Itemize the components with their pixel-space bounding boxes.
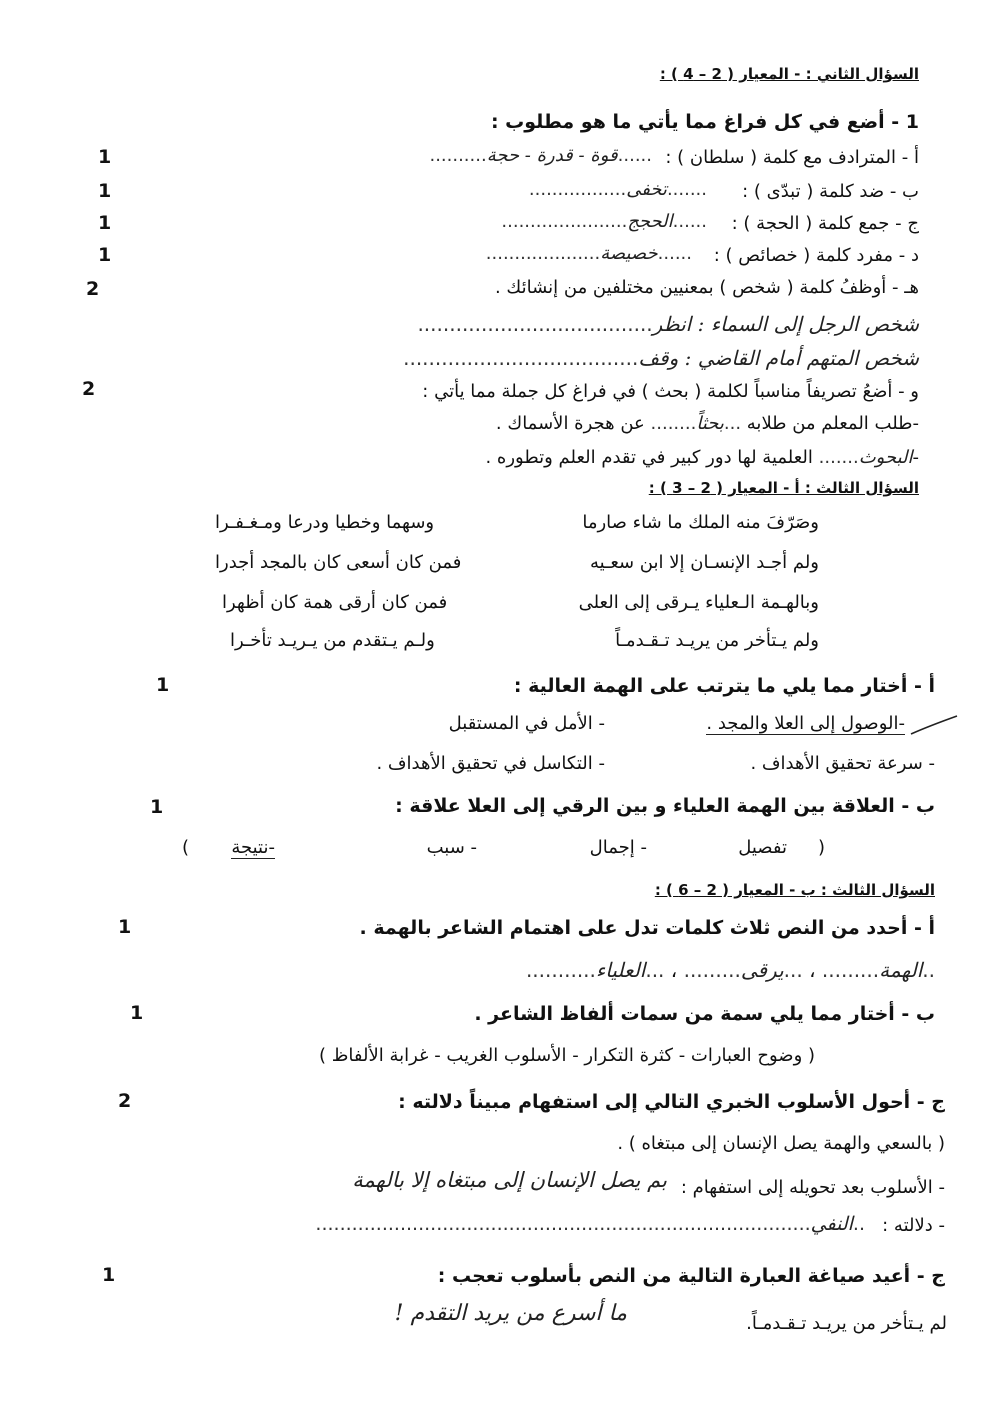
- poem-verse-4-left: ولـم يـتقدم من يـريـد تأخـرا: [230, 630, 435, 651]
- q3b-a-score: 1: [118, 916, 132, 938]
- q2-d-label: د - مفرد كلمة ( خصائص ) :: [713, 245, 919, 266]
- q2-header: السؤال الثاني : - المعيار ( 2 – 4 ) :: [659, 65, 919, 83]
- q3b-header: السؤال الثالث : ب - المعيار ( 2 – 6 ) :: [654, 881, 935, 899]
- q2-w-score: 2: [82, 378, 96, 400]
- q2-b-label: ب - ضد كلمة ( تبدّى ) :: [742, 181, 919, 202]
- q3b-c-score: 2: [118, 1090, 132, 1112]
- q2-instruction: 1 - أضع في كل فراغ مما يأتي ما هو مطلوب :: [490, 111, 919, 133]
- q3a-b-option-result[interactable]: -نتيجة: [231, 837, 275, 858]
- q3b-d-sentence: لم يـتأخر من يريـد تـقـدمـاً.: [746, 1313, 947, 1334]
- checkmark-icon: [909, 712, 959, 738]
- q3b-a-label: أ - أحدد من النص ثلاث كلمات تدل على اهتمام الشاعر بالهمة .: [359, 917, 935, 939]
- q3b-a-word-1[interactable]: الهمة: [879, 958, 923, 982]
- q3b-b-label: ب - أختار مما يلي سمة من سمات ألفاظ الشاعر .: [474, 1003, 935, 1025]
- q2-h-answer-1[interactable]: شخص الرجل إلى السماء : انظر: [652, 312, 919, 336]
- q3b-d-label: ج - أعيد صياغة العبارة التالية من النص بأسلوب تعجب :: [437, 1265, 945, 1287]
- poem-verse-3-right: وبالهـمة الـعلياء يـرقى إلى العلى: [578, 592, 819, 613]
- q3b-a-word-3[interactable]: العلياء: [595, 958, 646, 982]
- q3b-c-label: ج - أحول الأسلوب الخبري التالي إلى استفهام مبيناً دلالته :: [398, 1091, 945, 1113]
- q2-b-answer[interactable]: تخفى: [626, 179, 667, 200]
- q3a-a-label: أ - أختار مما يلي ما يترتب على الهمة العالية :: [513, 675, 935, 697]
- q3a-a-option-4[interactable]: - التكاسل في تحقيق الأهداف .: [376, 753, 605, 774]
- poem-verse-2-right: ولم أجـد الإنسـان إلا ابن سعـيه: [589, 552, 819, 573]
- poem-verse-4-right: ولم يـتأخر من يريـد تـقـدمـاً: [615, 630, 819, 651]
- poem-verse-1-left: وسهما وخطيا ودرعا ومـغـفـرا: [215, 512, 435, 533]
- q2-b-score: 1: [98, 180, 112, 202]
- q2-a-score: 1: [98, 146, 112, 168]
- q2-w1-after: عن هجرة الأسماك .: [495, 413, 645, 434]
- q2-h-label: هـ - أوظفُ كلمة ( شخص ) بمعنيين مختلفين من إنشائك .: [494, 277, 919, 298]
- q2-a-answer[interactable]: قوة - قدرة - حجة: [486, 145, 618, 166]
- q3a-b-option-detail[interactable]: تفصيل: [738, 837, 787, 858]
- q2-c-score: 1: [98, 212, 112, 234]
- q2-d-answer[interactable]: خصيصة: [600, 243, 658, 264]
- q2-c-label: ج - جمع كلمة ( الحجة ) :: [731, 213, 919, 234]
- q3b-a-word-2[interactable]: يرقى: [740, 958, 784, 982]
- q2-h-answer-2[interactable]: شخص المتهم أمام القاضي : وقف: [638, 346, 919, 370]
- q3b-d-score: 1: [102, 1264, 116, 1286]
- q3a-b-score: 1: [150, 796, 164, 818]
- q3a-b-paren-open: (: [817, 837, 825, 858]
- q3b-b-score: 1: [130, 1002, 144, 1024]
- q2-w-label: و - أضعُ تصريفاً مناسباً لكلمة ( بحث ) في فراغ كل جملة مما يأتي :: [422, 381, 919, 402]
- q3b-d-answer[interactable]: ما أسرع من يريد التقدم !: [394, 1301, 627, 1326]
- q3a-b-option-cause[interactable]: - سبب: [426, 837, 477, 858]
- q3a-a-option-1[interactable]: -الوصول إلى العلا والمجد .: [706, 713, 905, 734]
- q3a-b-option-summary[interactable]: - إجمال: [589, 837, 647, 858]
- q2-c-answer[interactable]: الحجج: [627, 211, 673, 232]
- q2-w2-after: العلمية لها دور كبير في تقدم العلم وتطوره .: [485, 447, 813, 468]
- q2-w2-answer[interactable]: البحوث: [858, 447, 913, 468]
- q3a-b-paren-close: ): [181, 837, 189, 858]
- poem-verse-2-left: فمن كان أسعى كان بالمجد أجدرا: [215, 552, 462, 573]
- exam-page: السؤال الثاني : - المعيار ( 2 – 4 ) : 1 - أضع في كل فراغ مما يأتي ما هو مطلوب : أ - المترادف مع كلمة ( سلطان ) : ......قوة - قدرة - حجة.......... 1 ب - ضد كلمة ( تبدّى ) : .......تخفى................. 1 ج - جمع كلمة ( الحجة ) : ......الحجج...................... 1 د - مفرد كلمة ( خصائص ) : ......خصيصة.................... 1 هـ - أوظفُ كلمة ( شخص ) بمعنيين مختلفين من إنشائك . 2 شخص الرجل إلى السماء : انظر..................................... شخص المتهم أمام القاضي : وقف..................................... و - أضعُ تصريفاً مناسباً لكلمة ( بحث ) في فراغ كل جملة مما يأتي : 2 -طلب المعلم من طلابه ...بحثاً........ عن هجرة الأسماك . -البحوث....... العلمية لها دور كبير في تقدم العلم وتطوره . السؤال الثالث : أ - المعيار ( 2 – 3 ) : وصَرّفَ منه الملك ما شاء صارما وسهما وخطيا ودرعا ومـغـفـرا ولم أجـد الإنسـان إلا ابن سعـيه فمن كان أسعى كان بالمجد أجدرا وبالهـمة الـعلياء يـرقى إلى العلى فمن كان أرقى همة كان أظهرا ولم يـتأخر من يريـد تـقـدمـاً ولـم يـتقدم من يـريـد تأخـرا أ - أختار مما يلي ما يترتب على الهمة العالية : 1 -الوصول إلى العلا والمجد . - الأمل في المستقبل - سرعة تحقيق الأهداف . - التكاسل في تحقيق الأهداف . ب - العلاقة بين الهمة العلياء و بين الرقي إلى العلا علاقة : 1 ( تفصيل - إجمال - سبب -نتيجة ) السؤال الثالث : ب - المعيار ( 2 – 6 ) : أ - أحدد من النص ثلاث كلمات تدل على اهتمام الشاعر بالهمة . 1 ..الهمة......... ، ...يرقى......... ، ...العلياء........... ب - أختار مما يلي سمة من سمات ألفاظ الشاعر . 1 ( وضوح العبارات - كثرة التكرار - الأسلوب الغريب - غرابة الألفاظ ) ج - أحول الأسلوب الخبري التالي إلى استفهام مبيناً دلالته : 2 ( بالسعي والهمة يصل الإنسان إلى مبتغاه ) . - الأسلوب بعد تحويله إلى استفهام : بم يصل الإنسان إلى مبتغاه إلا بالهمة - دلالته : ..النفي.................................................................................. ج - أعيد صياغة العبارة التالية من النص بأسلوب تعجب : 1 لم يـتأخر من يريـد تـقـدمـاً. ما أسرع من يريد التقدم !: [0, 0, 997, 1405]
- q3a-a-option-2[interactable]: - الأمل في المستقبل: [448, 713, 605, 734]
- q3b-c-sentence: ( بالسعي والهمة يصل الإنسان إلى مبتغاه ) .: [617, 1133, 945, 1154]
- poem-verse-1-right: وصَرّفَ منه الملك ما شاء صارما: [582, 512, 819, 533]
- q2-d-score: 1: [98, 244, 112, 266]
- poem-verse-3-left: فمن كان أرقى همة كان أظهرا: [222, 592, 448, 613]
- q3b-c-after-answer[interactable]: بم يصل الإنسان إلى مبتغاه إلا بالهمة: [352, 1168, 667, 1192]
- q3a-header: السؤال الثالث : أ - المعيار ( 2 – 3 ) :: [648, 479, 919, 497]
- q3b-c-meaning-answer[interactable]: النفي: [810, 1213, 853, 1235]
- q2-h-score: 2: [86, 278, 100, 300]
- q3a-a-option-3[interactable]: - سرعة تحقيق الأهداف .: [750, 753, 935, 774]
- q2-w1-answer[interactable]: بحثاً: [696, 413, 724, 434]
- q3a-b-label: ب - العلاقة بين الهمة العلياء و بين الرقي إلى العلا علاقة :: [395, 795, 935, 817]
- q3a-a-score: 1: [156, 674, 170, 696]
- q2-w1-before: -طلب المعلم من طلابه: [746, 413, 919, 434]
- q3b-b-options[interactable]: ( وضوح العبارات - كثرة التكرار - الأسلوب الغريب - غرابة الألفاظ ): [319, 1045, 815, 1066]
- q3b-c-after-label: - الأسلوب بعد تحويله إلى استفهام :: [680, 1177, 945, 1198]
- q2-a-label: أ - المترادف مع كلمة ( سلطان ) :: [665, 147, 919, 168]
- q3b-c-meaning-label: - دلالته :: [882, 1215, 945, 1236]
